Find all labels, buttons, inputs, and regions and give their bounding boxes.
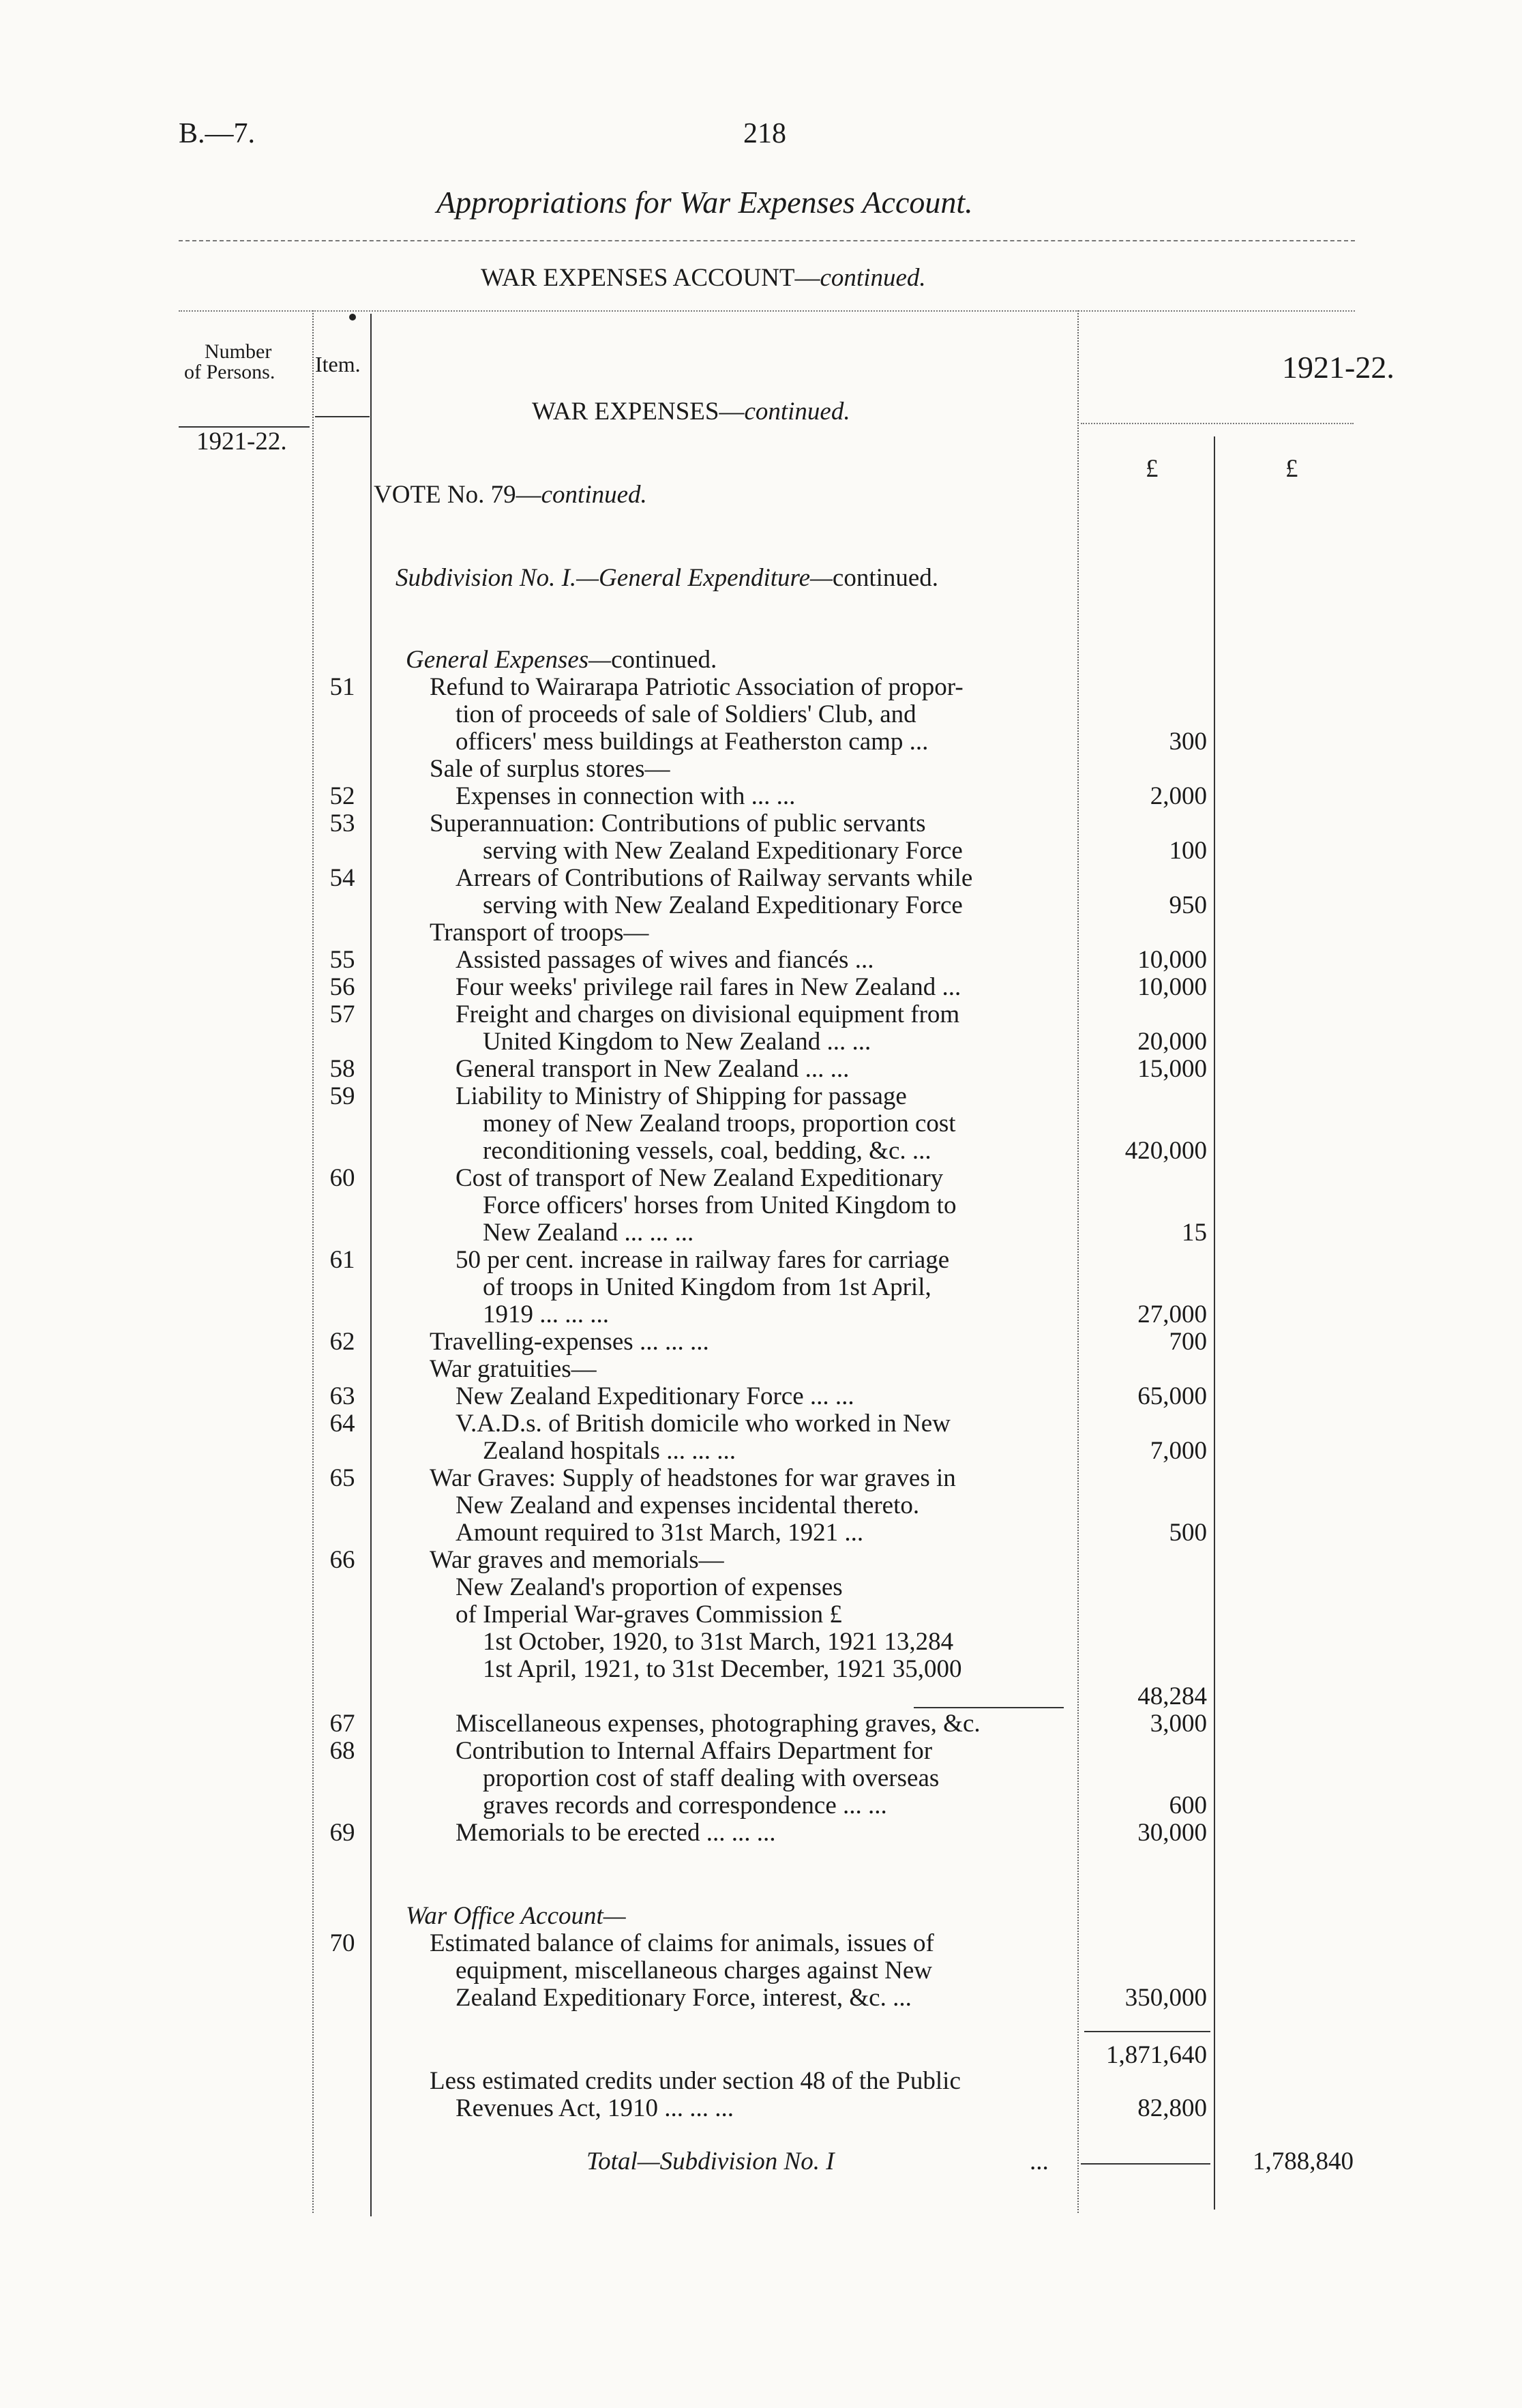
page-number: 218 <box>743 118 786 149</box>
item-number: 56 <box>329 973 355 1001</box>
line-text: graves records and correspondence ... ... <box>483 1792 887 1819</box>
line-amount: 10,000 <box>1137 973 1207 1001</box>
line-amount: 15 <box>1182 1219 1207 1247</box>
item-number: 58 <box>329 1055 355 1083</box>
line-amount: 48,284 <box>1137 1682 1207 1710</box>
item-number: 53 <box>329 809 355 837</box>
line-text: New Zealand ... ... ... <box>483 1219 694 1247</box>
col-head-pound-1: £ <box>1146 455 1159 483</box>
item-number: 61 <box>329 1246 355 1274</box>
line-text: Refund to Wairarapa Patriotic Association of propor- <box>430 673 964 701</box>
item-number: 65 <box>329 1464 355 1492</box>
line-amount: 2,000 <box>1150 782 1207 810</box>
vote-heading: VOTE No. 79—continued. <box>374 481 647 509</box>
header-rule <box>179 240 1355 241</box>
line-text: equipment, miscellaneous charges against New <box>456 1957 933 1985</box>
line-amount: 3,000 <box>1150 1710 1207 1738</box>
subsum-rule <box>914 1707 1064 1708</box>
line-amount: 420,000 <box>1124 1137 1207 1165</box>
line-amount: 600 <box>1169 1792 1207 1819</box>
line-amount: 300 <box>1169 728 1207 756</box>
col-head-persons-year: 1921-22. <box>196 428 287 456</box>
line-text: New Zealand Expeditionary Force ... ... <box>456 1382 854 1410</box>
line-text: Cost of transport of New Zealand Expeditionary <box>456 1164 944 1192</box>
line-text: of Imperial War-graves Commission £ <box>456 1601 842 1629</box>
net-rule <box>1081 2163 1210 2165</box>
line-text: New Zealand and expenses incidental thereto. <box>456 1491 920 1519</box>
line-text: Sale of surplus stores— <box>430 755 670 783</box>
item-rule <box>315 416 370 417</box>
subdivision-total: 1,788,840 <box>1253 2147 1354 2175</box>
col-rule-amount <box>1214 436 1215 2210</box>
line-text: proportion cost of staff dealing with overseas <box>483 1764 940 1792</box>
line-amount: 7,000 <box>1150 1437 1207 1465</box>
line-text: tion of proceeds of sale of Soldiers' Club, and <box>456 700 916 728</box>
less-credits-line-1: Less estimated credits under section 48 of the Public <box>430 2067 961 2095</box>
col-rule-text <box>1077 310 1079 2213</box>
less-credits-line-2: Revenues Act, 1910 ... ... ... <box>456 2094 734 2122</box>
line-text: reconditioning vessels, coal, bedding, &c. ... <box>483 1137 931 1165</box>
line-text: serving with New Zealand Expeditionary Force <box>483 837 963 865</box>
item-number: 68 <box>329 1737 355 1765</box>
col-head-pound-2: £ <box>1285 455 1298 483</box>
line-amount: 30,000 <box>1137 1819 1207 1847</box>
line-amount: 950 <box>1169 891 1207 919</box>
item-number: 52 <box>329 782 355 810</box>
line-text: Freight and charges on divisional equipment from <box>456 1000 960 1028</box>
item-number: 63 <box>329 1382 355 1410</box>
item-number: 57 <box>329 1000 355 1028</box>
col-head-persons-2: of Persons. <box>184 361 275 383</box>
line-text: officers' mess buildings at Featherston camp ... <box>456 728 929 756</box>
line-text: 1st April, 1921, to 31st December, 1921 35,000 <box>483 1655 962 1683</box>
total-dots: ... <box>1030 2147 1049 2175</box>
line-amount: 700 <box>1169 1328 1207 1356</box>
line-text: 1st October, 1920, to 31st March, 1921 13,284 <box>483 1628 954 1656</box>
line-text: Transport of troops— <box>430 919 649 947</box>
table-top-rule <box>179 310 1355 312</box>
item-number: 69 <box>329 1819 355 1847</box>
line-text: Assisted passages of wives and fiancés ... <box>456 946 874 974</box>
gross-total: 1,871,640 <box>1106 2041 1207 2069</box>
less-credits-amount: 82,800 <box>1137 2094 1207 2122</box>
col-head-persons-1: Number <box>205 340 272 363</box>
section-title: WAR EXPENSES ACCOUNT—continued. <box>481 264 926 292</box>
item-number: 55 <box>329 946 355 974</box>
line-amount: 27,000 <box>1137 1300 1207 1328</box>
subdivision-heading: Subdivision No. I.—General Expenditure—continued. <box>396 564 939 592</box>
item-number: 51 <box>329 673 355 701</box>
line-text: Travelling-expenses ... ... ... <box>430 1328 709 1356</box>
item-number: 70 <box>329 1929 355 1957</box>
line-text: War gratuities— <box>430 1355 597 1383</box>
line-text: 50 per cent. increase in railway fares for carriage <box>456 1246 950 1274</box>
total-label: Total—Subdivision No. I <box>586 2147 835 2175</box>
line-text: War graves and memorials— <box>430 1546 724 1574</box>
line-text: New Zealand's proportion of expenses <box>456 1573 843 1601</box>
war-expenses-heading: WAR EXPENSES—continued. <box>532 398 850 426</box>
line-amount: 20,000 <box>1137 1028 1207 1056</box>
line-text: Superannuation: Contributions of public servants <box>430 809 926 837</box>
item-number: 64 <box>329 1410 355 1438</box>
general-expenses-heading: General Expenses—continued. <box>406 646 717 674</box>
item-number: 59 <box>329 1082 355 1110</box>
line-text: money of New Zealand troops, proportion cost <box>483 1110 956 1138</box>
bullet-mark <box>349 314 356 321</box>
line-text: Force officers' horses from United Kingdom to <box>483 1191 957 1219</box>
line-text: Zealand Expeditionary Force, interest, &c. ... <box>456 1984 912 2012</box>
item-number: 60 <box>329 1164 355 1192</box>
line-text: of troops in United Kingdom from 1st April, <box>483 1273 931 1301</box>
line-text: serving with New Zealand Expeditionary Force <box>483 891 963 919</box>
year-rule <box>1081 423 1354 424</box>
line-text: Four weeks' privilege rail fares in New Zealand ... <box>456 973 961 1001</box>
war-office-heading: War Office Account— <box>406 1902 626 1930</box>
line-amount: 65,000 <box>1137 1382 1207 1410</box>
line-amount: 10,000 <box>1137 946 1207 974</box>
line-text: United Kingdom to New Zealand ... ... <box>483 1028 871 1056</box>
item-number: 67 <box>329 1710 355 1738</box>
item-number: 62 <box>329 1328 355 1356</box>
line-text: Miscellaneous expenses, photographing graves, &c. <box>456 1710 981 1738</box>
line-text: 1919 ... ... ... <box>483 1300 609 1328</box>
line-text: War Graves: Supply of headstones for war graves in <box>430 1464 956 1492</box>
line-text: Contribution to Internal Affairs Department for <box>456 1737 933 1765</box>
page-ref: B.—7. <box>179 118 256 149</box>
line-text: Amount required to 31st March, 1921 ... <box>456 1519 864 1547</box>
line-text: Arrears of Contributions of Railway servants while <box>456 864 973 892</box>
line-text: V.A.D.s. of British domicile who worked in New <box>456 1410 951 1438</box>
line-amount: 350,000 <box>1124 1984 1207 2012</box>
line-text: General transport in New Zealand ... ... <box>456 1055 850 1083</box>
line-text: Zealand hospitals ... ... ... <box>483 1437 736 1465</box>
gross-rule <box>1084 2031 1210 2032</box>
item-number: 54 <box>329 864 355 892</box>
col-head-year: 1921-22. <box>1282 350 1394 385</box>
line-amount: 15,000 <box>1137 1055 1207 1083</box>
running-title: Appropriations for War Expenses Account. <box>436 185 973 220</box>
line-amount: 100 <box>1169 837 1207 865</box>
line-amount: 500 <box>1169 1519 1207 1547</box>
line-text: Liability to Ministry of Shipping for passage <box>456 1082 907 1110</box>
line-text: Memorials to be erected ... ... ... <box>456 1819 776 1847</box>
line-text: Expenses in connection with ... ... <box>456 782 796 810</box>
item-number: 66 <box>329 1546 355 1574</box>
col-head-item: Item. <box>315 352 361 376</box>
line-text: Estimated balance of claims for animals, issues of <box>430 1929 934 1957</box>
